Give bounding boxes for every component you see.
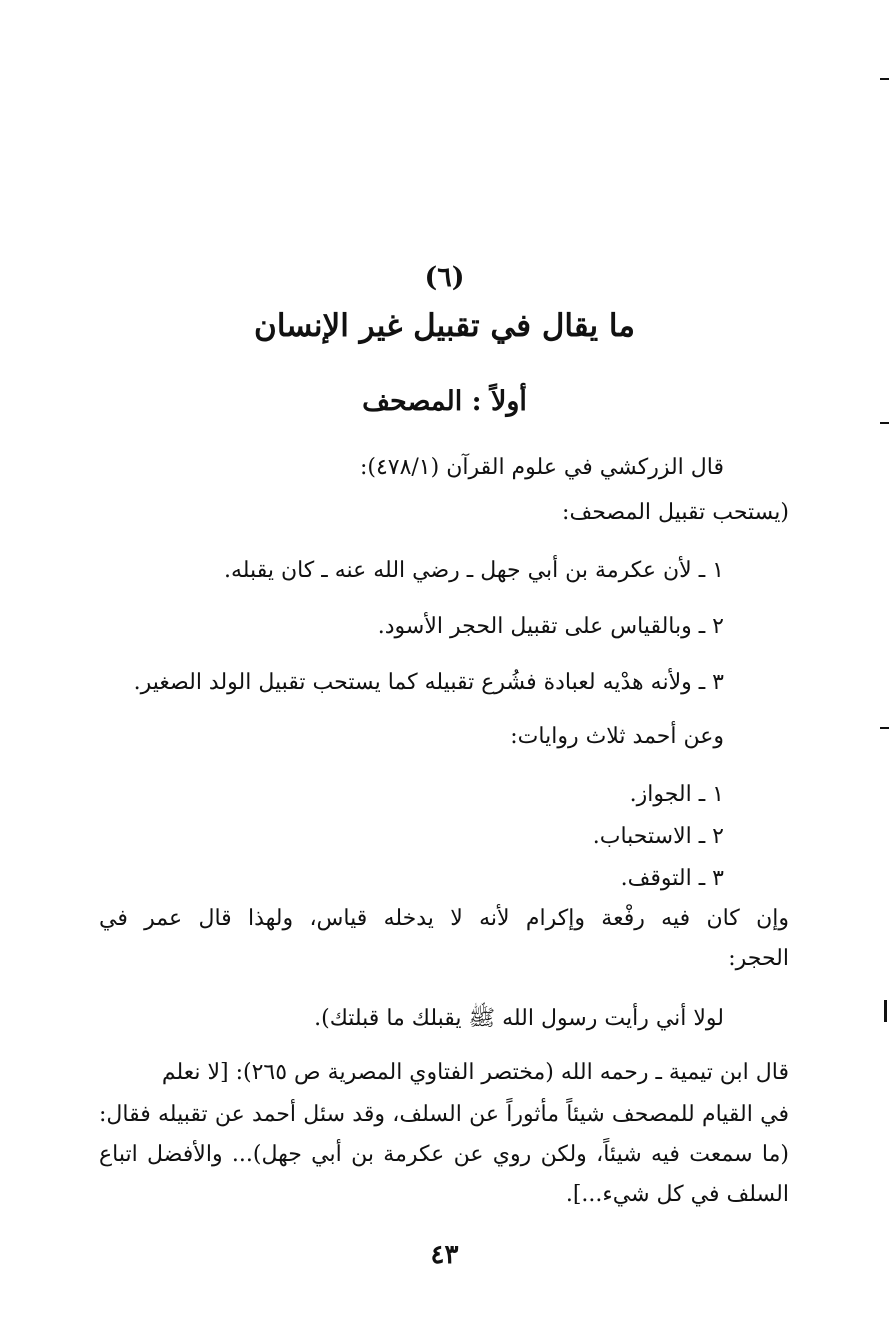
list-item: ١ ـ لأن عكرمة بن أبي جهل ـ رضي الله عنه ـ كان يقبله. [223,558,724,583]
margin-mark [884,1000,887,1022]
text-line: قال الزركشي في علوم القرآن (٤٧٨/١): [359,455,724,480]
chapter-title: ما يقال في تقبيل غير الإنسان [254,308,635,344]
quote-line: لولا أني رأيت رسول الله ﷺ يقبلك ما قبلتك). [314,1006,724,1031]
text-line: وإن كان فيه رفْعة وإكرام لأنه لا يدخله قياس، ولهذا قال عمر في [99,906,789,931]
text-line: السلف في كل شيء...]. [565,1182,789,1207]
text-line: في القيام للمصحف شيئاً مأثوراً عن السلف، وقد سئل أحمد عن تقبيله فقال: [99,1102,789,1127]
list-item: ٢ ـ الاستحباب. [592,824,724,849]
text-line: (ما سمعت فيه شيئاً، ولكن روي عن عكرمة بن أبي جهل)... والأفضل اتباع [99,1142,789,1167]
chapter-number: (٦) [424,262,465,293]
margin-mark [880,422,889,424]
list-item: ٣ ـ التوقف. [620,866,724,891]
text-line: وعن أحمد ثلاث روايات: [510,724,724,749]
text-line: (يستحب تقبيل المصحف: [562,500,789,525]
text-line: قال ابن تيمية ـ رحمه الله (مختصر الفتاوي المصرية ص ٢٦٥): [لا نعلم [161,1060,789,1085]
text-line: الحجر: [728,946,789,971]
section-heading: أولاً : المصحف [362,386,527,417]
list-item: ١ ـ الجواز. [629,782,724,807]
page-number: ٤٣ [430,1240,459,1270]
margin-mark [880,78,889,80]
margin-mark [880,727,889,729]
list-item: ٢ ـ وبالقياس على تقبيل الحجر الأسود. [377,614,724,639]
list-item: ٣ ـ ولأنه هدْيه لعبادة فشُرع تقبيله كما يستحب تقبيل الولد الصغير. [133,670,724,695]
